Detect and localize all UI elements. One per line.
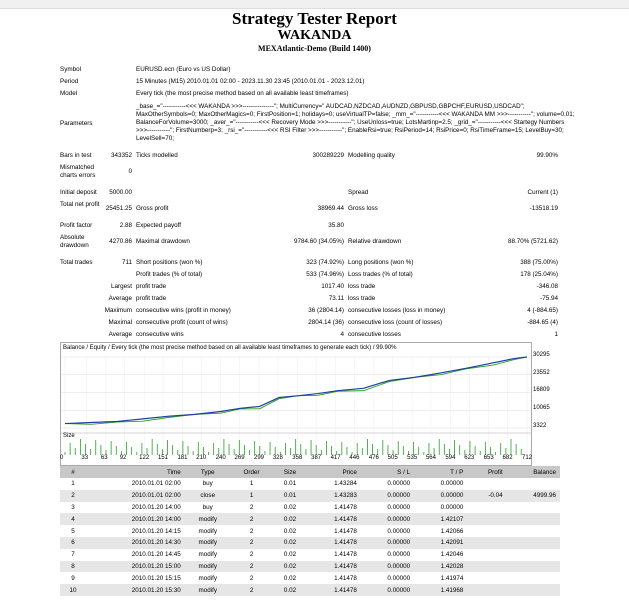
table-cell: 1.41478 [308, 537, 361, 549]
table-row [60, 584, 560, 596]
table-row [60, 561, 560, 573]
quality-label: Modelling quality [348, 152, 395, 159]
table-cell: 1 [71, 480, 75, 488]
table-cell: 0.00000 [440, 503, 464, 511]
table-cell: -0.04 [467, 490, 506, 502]
ticks-value: 300289229 [312, 152, 344, 159]
table-cell: 2 [231, 513, 273, 525]
average-profit-label: profit trade [136, 295, 167, 302]
ptrades-value: 533 (74.96%) [306, 271, 344, 278]
table-cell: 0.01 [272, 490, 307, 502]
pf-value: 2.88 [119, 222, 132, 229]
avg-losses-value: 1 [554, 331, 558, 338]
payoff-label: Expected payoff [136, 222, 182, 229]
table-cell: 1.41974 [440, 574, 464, 582]
table-cell: modify [185, 513, 231, 525]
parameters-label: Parameters [60, 120, 93, 127]
x-tick-label: 653 [483, 455, 494, 461]
column-header: Price [308, 466, 361, 478]
netprofit-label: Total net profit [60, 201, 100, 208]
table-cell: 2010.01.20 14:30 [86, 537, 185, 549]
x-tick-label: 0 [60, 455, 64, 461]
column-header: Type [185, 466, 231, 478]
table-cell: 0.02 [272, 561, 307, 573]
table-cell: 0.00000 [361, 537, 414, 549]
table-cell: 2 [249, 574, 254, 582]
table-cell: 1.41478 [308, 584, 361, 596]
column-header: T / P [414, 466, 467, 478]
x-tick-label: 299 [254, 455, 265, 461]
table-cell: 0.02 [283, 527, 297, 535]
table-cell: 2 [249, 527, 254, 535]
maximal-loss-label: consecutive loss (count of losses) [348, 319, 443, 326]
x-tick-label: 623 [464, 455, 475, 461]
x-tick-label: 33 [81, 455, 89, 461]
table-cell: modify [198, 551, 217, 559]
expert-name: WAKANDA [277, 28, 352, 43]
table-cell: 0.02 [283, 551, 297, 559]
report-title: Strategy Tester Report [232, 9, 397, 28]
table-cell: 1.43283 [308, 490, 361, 502]
x-tick-label: 269 [234, 455, 245, 461]
table-cell: 2 [249, 503, 254, 511]
orders-header-row [60, 466, 560, 478]
table-cell: 1.41968 [414, 584, 467, 596]
table-cell: 2 [249, 551, 254, 559]
short-value: 323 (74.92%) [306, 259, 344, 266]
table-cell: 0.00000 [361, 513, 414, 525]
table-cell: modify [185, 561, 231, 573]
x-tick-label: 210 [196, 455, 207, 461]
equity-line [65, 357, 527, 424]
bars-label: Bars in test [60, 152, 92, 159]
table-cell: modify [185, 584, 231, 596]
table-cell: 0.00000 [440, 480, 464, 488]
avg-wins-label: consecutive wins [136, 331, 184, 338]
table-cell: 1.42066 [440, 527, 464, 535]
short-label: Short positions (won %) [136, 259, 203, 266]
table-cell: modify [198, 574, 217, 582]
table-cell: 3 [71, 503, 75, 511]
table-cell: 0.02 [272, 537, 307, 549]
table-row [60, 525, 560, 537]
largest-loss-value: -346.08 [536, 283, 558, 290]
pf-label: Profit factor [60, 222, 93, 229]
deposit-label: Initial deposit [60, 189, 97, 196]
average-profit-value: 73.11 [328, 295, 344, 302]
y-tick-label: 30295 [533, 352, 550, 358]
x-tick-label: 387 [311, 455, 322, 461]
average2-label: Average [108, 331, 132, 338]
table-cell: 2010.01.01 02:00 [86, 490, 185, 502]
table-cell: 2 [231, 537, 273, 549]
maximal-profit-label: consecutive profit (count of wins) [136, 319, 228, 326]
x-tick-label: 535 [407, 455, 418, 461]
x-tick-label: 63 [100, 455, 108, 461]
table-cell [467, 549, 506, 561]
table-cell: 0.02 [283, 574, 297, 582]
table-cell: 1.42046 [440, 551, 464, 559]
orders-body [60, 478, 560, 596]
mismatched-value: 0 [128, 168, 132, 175]
grossloss-label: Gross loss [348, 205, 378, 212]
x-tick-label: 594 [445, 455, 456, 461]
column-header: Time [86, 466, 185, 478]
table-cell: buy [202, 480, 213, 488]
table-cell [467, 572, 506, 584]
model-value: Every tick (the most precise method based on all available least timeframes) [136, 90, 349, 97]
model-label: Model [60, 90, 78, 97]
table-cell: 1.42091 [414, 537, 467, 549]
table-cell: 0.02 [272, 584, 307, 596]
ticks-label: Ticks modelled [136, 152, 178, 159]
payoff-value: 35.80 [328, 222, 344, 229]
table-cell [507, 502, 560, 514]
max-losses-label: consecutive losses (loss in money) [348, 307, 446, 314]
table-cell: buy [202, 503, 213, 511]
table-cell [507, 561, 560, 573]
table-cell: 1 [249, 480, 254, 488]
reldd-label: Relative drawdown [348, 238, 402, 245]
table-cell [507, 513, 560, 525]
column-header: Order [231, 466, 273, 478]
table-cell [467, 502, 506, 514]
long-value: 388 (75.00%) [520, 259, 558, 266]
table-cell [467, 584, 506, 596]
chart-title: Balance / Equity / Every tick (the most precise method based on all available least timeframes to generate each tick) / 99.90% [63, 345, 397, 351]
table-cell: 4 [60, 513, 86, 525]
spread-value: Current (1) [527, 189, 558, 196]
x-tick-label: 682 [502, 455, 513, 461]
table-row [60, 549, 560, 561]
table-cell: 5 [71, 527, 75, 535]
column-header: Size [272, 466, 307, 478]
x-tick-label: 417 [330, 455, 341, 461]
balance-chart [60, 342, 532, 466]
deposit-value: 5000.00 [109, 189, 132, 196]
mismatched-label: Mismatched charts errors [60, 164, 96, 179]
table-cell: 1.42107 [414, 513, 467, 525]
table-cell: 4999.96 [507, 490, 560, 502]
size-label: Size [63, 433, 75, 439]
largest-profit-value: 1017.40 [321, 283, 344, 290]
period-label: Period [60, 78, 79, 85]
table-cell: 0.00000 [387, 551, 411, 559]
avg-wins-value: 4 [340, 331, 344, 338]
table-cell: 0.02 [272, 513, 307, 525]
x-tick-label: 181 [177, 455, 188, 461]
table-cell: modify [185, 537, 231, 549]
table-cell: 1 [231, 490, 273, 502]
table-cell [467, 561, 506, 573]
table-cell: 0.02 [283, 503, 297, 511]
maximal-label: Maximal [108, 319, 132, 326]
table-cell [507, 537, 560, 549]
average-loss-label: loss trade [348, 295, 376, 302]
absdd-label: Absolute drawdown [60, 234, 89, 249]
ptrades-label: Profit trades (% of total) [136, 271, 203, 278]
column-header: S / L [361, 466, 414, 478]
average-loss-value: -75.94 [540, 295, 558, 302]
x-tick-label: 122 [139, 455, 150, 461]
balance-line [65, 357, 527, 424]
y-tick-label: 16809 [533, 387, 550, 394]
table-cell: 0.00000 [387, 503, 411, 511]
max-losses-value: 4 (-884.65) [527, 307, 558, 314]
grossprofit-value: 38969.44 [317, 205, 344, 212]
table-cell: 2010.01.20 14:45 [131, 551, 181, 559]
table-cell: 1.43284 [334, 480, 357, 488]
maximal-loss-value: -884.65 (4) [527, 319, 558, 326]
avg-losses-label: consecutive losses [348, 331, 401, 338]
table-row [60, 537, 560, 549]
table-cell: 0.00000 [387, 527, 411, 535]
table-cell [507, 549, 560, 561]
table-cell: 2010.01.20 15:30 [86, 584, 185, 596]
bars-value: 343352 [110, 152, 132, 159]
x-tick-label: 358 [292, 455, 303, 461]
table-cell: 2010.01.20 14:15 [131, 527, 181, 535]
table-cell [467, 525, 506, 537]
table-cell: modify [198, 527, 217, 535]
balance-chart-svg [61, 343, 531, 465]
grossloss-value: -13518.19 [529, 205, 558, 212]
maximum-label: Maximum [104, 307, 132, 314]
max-wins-value: 36 (2804.14) [308, 307, 344, 314]
table-cell: 2 [60, 490, 86, 502]
server-name: MEXAtlantic-Demo (Build 1400) [258, 44, 371, 53]
table-cell: 1.42028 [414, 561, 467, 573]
table-cell: 2010.01.20 14:00 [86, 513, 185, 525]
x-tick-label: 328 [272, 455, 283, 461]
y-tick-label: 10065 [533, 405, 550, 412]
table-cell: 8 [60, 561, 86, 573]
x-tick-label: 151 [157, 455, 168, 461]
trades-label: Total trades [60, 259, 93, 266]
table-cell [507, 572, 560, 584]
table-cell: 0.00000 [361, 584, 414, 596]
parameters-value: _base_="-----------<<< WAKANDA >>>---------------"; MultiCurrency=" AUDCAD,NZDCAD,AUDNZD,GBPUSD,GBPCHF,EURUSD,USDCAD"; MaxOtherSymbols=0; MaxOtherMagics=0; FirstPosition=1; holidays=0; useVirtualTP=false; _mm_="-----------<<< WAKANDA MM >>>-----------"; volume=0.01; BalanceForVolume=3000; _aver_="-----------<<< Recovery Mode >>>-----------"; UseUnloss=true; LotsMartinp=2.5; _grid_="-----------<<< Startegy Numbers >>>-----------"; FirstNumberp=3; _rsi_="-----------<<< RSI Filter >>>-----------"; EnableRsi=true; RsiPeriod=14; RsiPrice=0; RsiTimeFrame=15; LevelBuy=30; LevelSell=70; [136, 103, 575, 142]
table-cell: 2010.01.01 02:00 [131, 480, 181, 488]
table-row [60, 490, 560, 502]
largest-profit-label: profit trade [136, 283, 167, 290]
netprofit-value: 25451.25 [105, 205, 132, 212]
table-cell [507, 525, 560, 537]
table-cell: 0.00000 [387, 574, 411, 582]
largest-loss-label: loss trade [348, 283, 376, 290]
report-header [0, 10, 629, 55]
x-tick-label: 92 [119, 455, 127, 461]
table-row [60, 513, 560, 525]
ltrades-value: 178 (25.04%) [520, 271, 558, 278]
table-cell: 1.41478 [308, 513, 361, 525]
symbol-label: Symbol [60, 66, 81, 73]
long-label: Long positions (won %) [348, 259, 414, 266]
table-cell: 0.01 [283, 480, 297, 488]
orders-table [60, 466, 560, 596]
trades-value: 711 [121, 259, 132, 266]
table-cell: 1.41478 [334, 527, 357, 535]
x-tick-label: 505 [387, 455, 398, 461]
x-tick-label: 564 [425, 455, 436, 461]
average-label: Average [108, 295, 132, 302]
table-cell: 0.00000 [414, 490, 467, 502]
spread-label: Spread [348, 189, 369, 196]
table-cell: 1.41478 [334, 551, 357, 559]
x-tick-label: 712 [522, 455, 533, 461]
table-row [60, 502, 560, 514]
table-cell [507, 478, 560, 490]
table-cell: 10 [60, 584, 86, 596]
column-header: Profit [467, 466, 506, 478]
table-cell: 2010.01.20 15:00 [86, 561, 185, 573]
symbol-value: EURUSD.ecn (Euro vs US Dollar) [136, 66, 231, 73]
table-cell: close [185, 490, 231, 502]
table-cell: 2 [231, 584, 273, 596]
table-cell: 7 [71, 551, 75, 559]
table-cell: 1.41478 [334, 574, 357, 582]
table-cell: 2 [231, 561, 273, 573]
absdd-value: 4270.86 [109, 238, 132, 245]
x-tick-label: 476 [368, 455, 379, 461]
table-cell [507, 584, 560, 596]
grossprofit-label: Gross profit [136, 205, 169, 212]
ltrades-label: Loss trades (% of total) [348, 271, 413, 278]
table-cell: 0.00000 [361, 561, 414, 573]
column-header: # [60, 466, 86, 478]
table-cell: 0.00000 [361, 490, 414, 502]
table-cell: 1.41478 [308, 561, 361, 573]
maxdd-label: Maximal drawdown [136, 238, 190, 245]
table-cell: 2010.01.20 14:00 [131, 503, 181, 511]
y-tick-label: 3322 [533, 423, 547, 429]
table-cell: 9 [71, 574, 75, 582]
largest-label: Largest [110, 283, 132, 290]
table-cell: 1.41478 [334, 503, 357, 511]
x-tick-label: 446 [349, 455, 360, 461]
table-row [60, 478, 560, 490]
period-value: 15 Minutes (M15) 2010.01.01 02:00 - 2023.11.30 23:45 (2010.01.01 - 2023.12.01) [136, 78, 365, 85]
maxdd-value: 9784.60 (34.05%) [293, 238, 344, 245]
x-tick-label: 240 [215, 455, 226, 461]
column-header: Balance [507, 466, 560, 478]
table-row [60, 572, 560, 584]
table-cell: 2010.01.20 15:15 [131, 574, 181, 582]
table-cell [467, 537, 506, 549]
table-cell: 0.00000 [387, 480, 411, 488]
quality-value: 99.90% [536, 152, 558, 159]
y-tick-label: 23552 [533, 369, 550, 376]
table-cell [467, 513, 506, 525]
table-cell [467, 478, 506, 490]
browser-top-strip [0, 0, 629, 9]
maximal-profit-value: 2804.14 (36) [308, 319, 344, 326]
max-wins-label: consecutive wins (profit in money) [136, 307, 231, 314]
table-cell: 6 [60, 537, 86, 549]
reldd-value: 88.70% (5721.62) [507, 238, 558, 245]
